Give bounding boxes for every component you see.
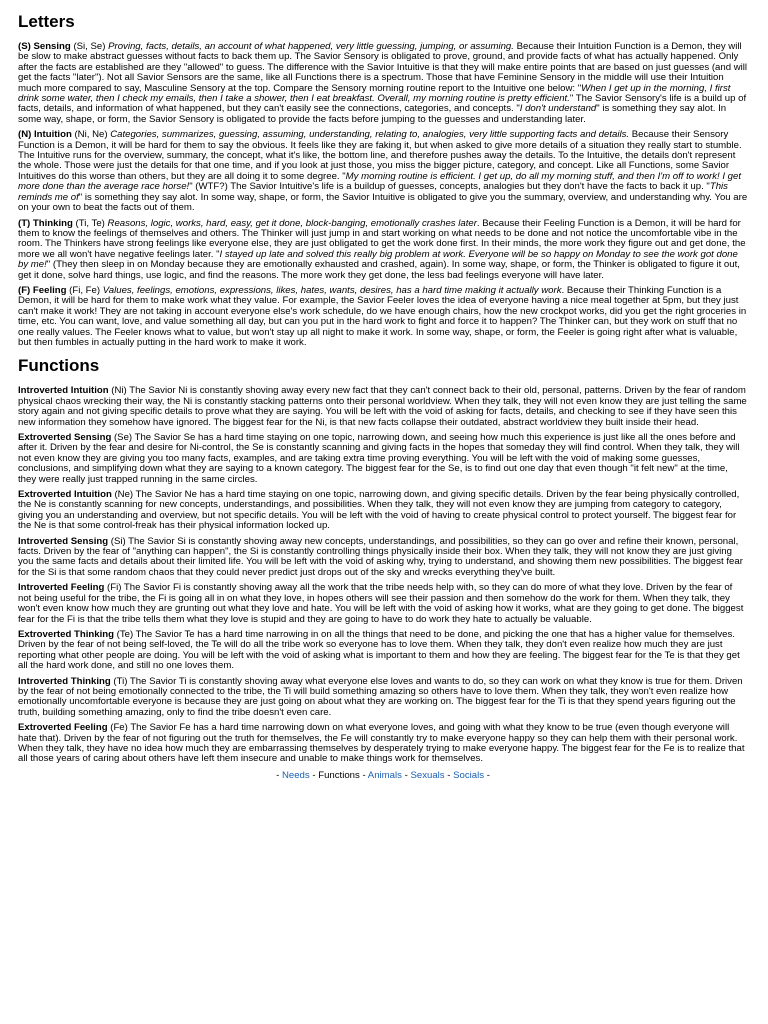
- function-label: Extroverted Sensing: [18, 432, 112, 443]
- letter-text: " is something they say alot. In some way, shape, or form, the Savior Sensory is obligated to provide the facts before jumping to the guesses and understanding later.: [18, 103, 727, 125]
- letter-paragraph: [18, 130, 748, 213]
- footer-nav: [18, 770, 748, 781]
- function-text: (Te) The Savior Te has a hard time narrowing in on all the things that need to be done, and picking the one that has a higher value for themselves. Driven by the fear of not being self-loved, the Te will do all the tribe work so everyone has to love them. When they talk, they don't even realize how much they are just reporting what other people are doing. You will be left with the void of asking what is important to them and how they are feeling. The biggest fear for the Te is that they get all the hard work done, and still no one loves them.: [18, 628, 740, 672]
- letter-text: " is something they say alot. In some way, shape, or form, the Savior Intuitive is obligated to give you the summary, overview, and understanding why. You are on your own to beat the facts out of them.: [18, 191, 748, 214]
- nav-link-needs[interactable]: Needs: [281, 769, 310, 781]
- letter-emphasis: Proving, facts, details, an account of what happened, very little guessing, jumping, or assuming.: [108, 41, 514, 52]
- nav-link-sexuals[interactable]: Sexuals: [410, 769, 445, 781]
- function-text: (Si) The Savior Si is constantly shoving away new concepts, understandings, and possibilities, so they can go over and refine their known, personal, facts. Driven by the fear of "anything can happen", the Si is constantly controlling things physically inside their box. When they talk, they will not know they are just giving you the same facts and details about their limited life. You will be left with the void of asking why, trying to understand, and showing them new possibilities. The biggest fear for the Si is that some random chaos that they could never predict just drops out of the sky and wrecks everything they've built.: [18, 535, 743, 578]
- letter-emphasis: Reasons, logic, works, hard, easy, get it done, block-banging, emotionally crashes later: [107, 217, 477, 229]
- function-paragraph: [18, 433, 748, 485]
- function-paragraph: [18, 723, 748, 765]
- letter-text: " (WTF?) The Savior Intuitive's life is a buildup of guesses, concepts, analogies but they don't have the facts to back it up. ": [189, 181, 710, 193]
- letter-emphasis: Categories, summarizes, guessing, assuming, understanding, relating to, analogies, very little supporting facts and details.: [110, 129, 630, 141]
- function-text: (Ti) The Savior Ti is constantly shoving away what everyone else loves and wants to do, so they can work on what they know is true for them. Driven by the fear of not being emotionally connected to the tribe, the Ti will build something amazing so others have to love them. When they talk, they won't even realize how emotionally uncomfortable everyone is because they are just going on about what they are working on. The biggest fear for the Ti is that they spend years figuring out the truth, building something amazing, only to find the tribe doesn't even care.: [18, 675, 743, 718]
- letters-list: [18, 42, 748, 348]
- letter-text: " (They then sleep in on Monday because they are emotionally exhausted and crashed, again). In some way, shape, or form, the Thinker is obligated to figure it out, get it done, solve hard things, use logic, and find the reasons. The more work they get done, the less bad feelings everyone will have later.: [18, 259, 740, 281]
- letter-code: (Ni, Ne): [71, 129, 111, 141]
- function-text: (Fi) The Savior Fi is constantly shoving away all the work that the tribe needs help with, so they can do more of what they love. Driven by the fear of not being useful for the tribe, the Fi is going all in on what they love, in hopes others will see their passion and then somehow do the work for them. When they talk, they won't even know how much they are grunting out what they love and hate. You will be left with the void of asking how it works, what are they going to get done. The biggest fear for the Fi is that the tribe tells them what they love is stupid and they are going to have to do work they hate to actually be valuable.: [18, 582, 744, 625]
- letter-emphasis: This reminds me of: [18, 181, 728, 203]
- letter-code: (Si, Se): [70, 41, 109, 52]
- nav-link-animals[interactable]: Animals: [367, 769, 402, 781]
- function-label: Introverted Sensing: [18, 535, 109, 547]
- function-label: Introverted Feeling: [18, 582, 105, 594]
- letter-paragraph: [18, 219, 748, 281]
- function-text: (Ni) The Savior Ni is constantly shoving away every new fact that they can't connect back to their old, personal, patterns. Driven by the fear of random physical chaos wrecking their way, the Ni is constantly stacking patterns onto their personal worldview. When they talk, they will not even know they are just telling the same story again and not giving specific details to prove what they are saying. You will be left with the void of asking for facts, details, and checking to see if they have seen this new information they somehow have ignored. The biggest fear for the Ni, is that new facts collapse their outdated, abstract worldview they built inside their head.: [18, 385, 747, 428]
- letter-paragraph: [18, 42, 748, 125]
- letter-paragraph: [18, 286, 748, 348]
- function-text: (Fe) The Savior Fe has a hard time narrowing down on what everyone loves, and going with what they know to be true (even though everyone will hate that). Driven by the fear of not figuring out the truth for themselves, the Fe will constantly try to make everyone happy so they can help them with their personal work. When they talk, they have no idea how much they are embarrassing themselves by desperately trying to make everyone happy. The biggest fear for the Fe is to realize that all those years of caring about others have left them insecure and unable to make things work for themselves.: [18, 722, 745, 765]
- function-label: Extroverted Intuition: [18, 489, 112, 501]
- function-label: Extroverted Feeling: [18, 722, 108, 734]
- nav-separator: -: [484, 769, 490, 781]
- function-paragraph: [18, 386, 748, 428]
- functions-heading: Functions: [18, 356, 100, 376]
- functions-list: [18, 386, 748, 764]
- letter-label: (T) Thinking: [18, 217, 73, 229]
- function-label: Introverted Intuition: [18, 385, 109, 397]
- nav-separator: -: [309, 769, 319, 781]
- nav-separator: -: [444, 769, 454, 781]
- nav-separator: -: [359, 769, 368, 781]
- letter-emphasis: Values, feelings, emotions, expressions, likes, hates, wants, desires, has a hard time making it actually work: [102, 284, 562, 296]
- function-paragraph: [18, 630, 748, 672]
- letter-code: (Ti, Te): [72, 217, 108, 229]
- function-paragraph: [18, 537, 748, 579]
- function-label: Extroverted Thinking: [18, 628, 114, 640]
- letter-label: (F) Feeling: [18, 284, 67, 296]
- letter-emphasis: I don't understand: [519, 103, 597, 115]
- letter-text: " The Savior Sensory's life is a build up of facts, details, and information of what happened, but they can't easily see the connections, categories, and concepts. ": [18, 93, 747, 115]
- letter-label: (S) Sensing: [18, 41, 71, 52]
- function-paragraph: [18, 490, 748, 532]
- letter-text: Because their Intuition Function is a Demon, they will be slow to make abstract guesses without facts to back them up. The Savior Sensory is obligated to prove, ground, and provide facts of what has actually happened. Only after the facts are established are they "allowed" to guess. The difference with the Savior Intuitive is that they will make entire points that are based on just guesses (and will get the facts "later"). Not all Savior Sensors are the same, like all Functions there is a spectrum. Those that have Feminine Sensory in the middle will use their Intuition much more compared to say, Masculine Sensory at the top. Compare the Sensory morning routine report to the Intuitive one below: ": [18, 41, 748, 94]
- function-paragraph: [18, 583, 748, 625]
- letter-code: (Fi, Fe): [66, 284, 103, 296]
- nav-current-functions: Functions: [318, 769, 360, 781]
- nav-separator: -: [276, 769, 282, 781]
- nav-separator: -: [401, 769, 411, 781]
- letter-emphasis: When I get up in the morning, I first drink some water, then I check my emails, then I take a shower, then I eat breakfast. Overall, my morning routine is pretty efficient.: [18, 82, 731, 105]
- function-paragraph: [18, 677, 748, 719]
- function-label: Introverted Thinking: [18, 675, 111, 687]
- letter-text: Because their Sensory Function is a Demon, it will be hard for them to say the obvious. It feels like they are faking it, but when asked to give more details of a situation they really start to stumble. The Intuitive runs for the overview, summary, the concept, what it's like, the bottom line, and therefore pushes away the details. To the Intuitive, the details don't represent the whole. Those were just the details for that one time, and if you look at just those, you miss the bigger picture, category, and concept. Like all Functions, some Savior Intuitives do this worse than others, but they are all doing it to some degree. ": [18, 129, 742, 182]
- letter-label: (N) Intuition: [18, 129, 72, 141]
- function-text: (Ne) The Savior Ne has a hard time staying on one topic, narrowing down, and giving specific details. Driven by the fear being physically controlled, the Ne is constantly scanning for new concepts, understandings, and possibilities. When they talk, they will not even know they are jumping from category to category, giving you an understanding and overview, but not specific details. You will be left with the void of having to create physical control to protect yourself. The biggest fear for the Ne is that some control-freak has their physical information locked up.: [18, 489, 740, 532]
- letters-heading: Letters: [18, 12, 75, 31]
- nav-link-socials[interactable]: Socials: [453, 769, 485, 781]
- letter-emphasis: My morning routine is efficient. I get up, do all my morning stuff, and then I'm off to work! I get more done than the average race horse!: [18, 170, 742, 193]
- letter-text: . Because their Feeling Function is a Demon, it will be hard for them to know the feelings of themselves and others. The Thinker will just jump in and start working on what needs to be done and not notice the uncomfortable vibe in the room. The Thinkers have strong feelings like everyone else, they are just obligated to get the work done first. In their minds, the more work they figure out and get done, the more we all won't have negative feelings later. ": [18, 217, 746, 260]
- letter-emphasis: I stayed up late and solved this really big problem at work. Everyone will be so happy on Monday to see the work got done by me!: [18, 248, 738, 271]
- letter-text: . Because their Thinking Function is a Demon, it will be hard for them to make work what they value. For example, the Savior Feeler loves the idea of everyone having a nice meal together at 5pm, but they just can't make it work! They are not taking in account everyone else's work schedule, do we have enough chairs, how the new crockpot works, did you get the right groceries in time, etc. You can want, love, and value something all day, but can you put in the hard work to fight and force it to happen? The Thinker can, but they work on stuff that no one really values. The Feeler knows what to value, but won't stay up all night to make it work. In some way, shape, or form, the Feeler is going right after what is valuable, but then fumbles in actually putting in the hard work to make it work.: [18, 284, 747, 348]
- function-text: (Se) The Savior Se has a hard time staying on one topic, narrowing down, and seeing how much this experience is just like all the ones before and after it. Driven by the fear and desire for Ni-control, the Se is constantly scanning and giving facts in the hopes that someday they will find control. When they talk, they will not even know they are giving you too many facts, examples, and are taking extra time proving everything. You will be left with the void of making some guesses, conclusions, and simplifying down what they are saying to a known category. The biggest fear for the Se, is to find out one day that even though "it felt new" at the time, they were really just trapped running in the same circles.: [18, 432, 740, 485]
